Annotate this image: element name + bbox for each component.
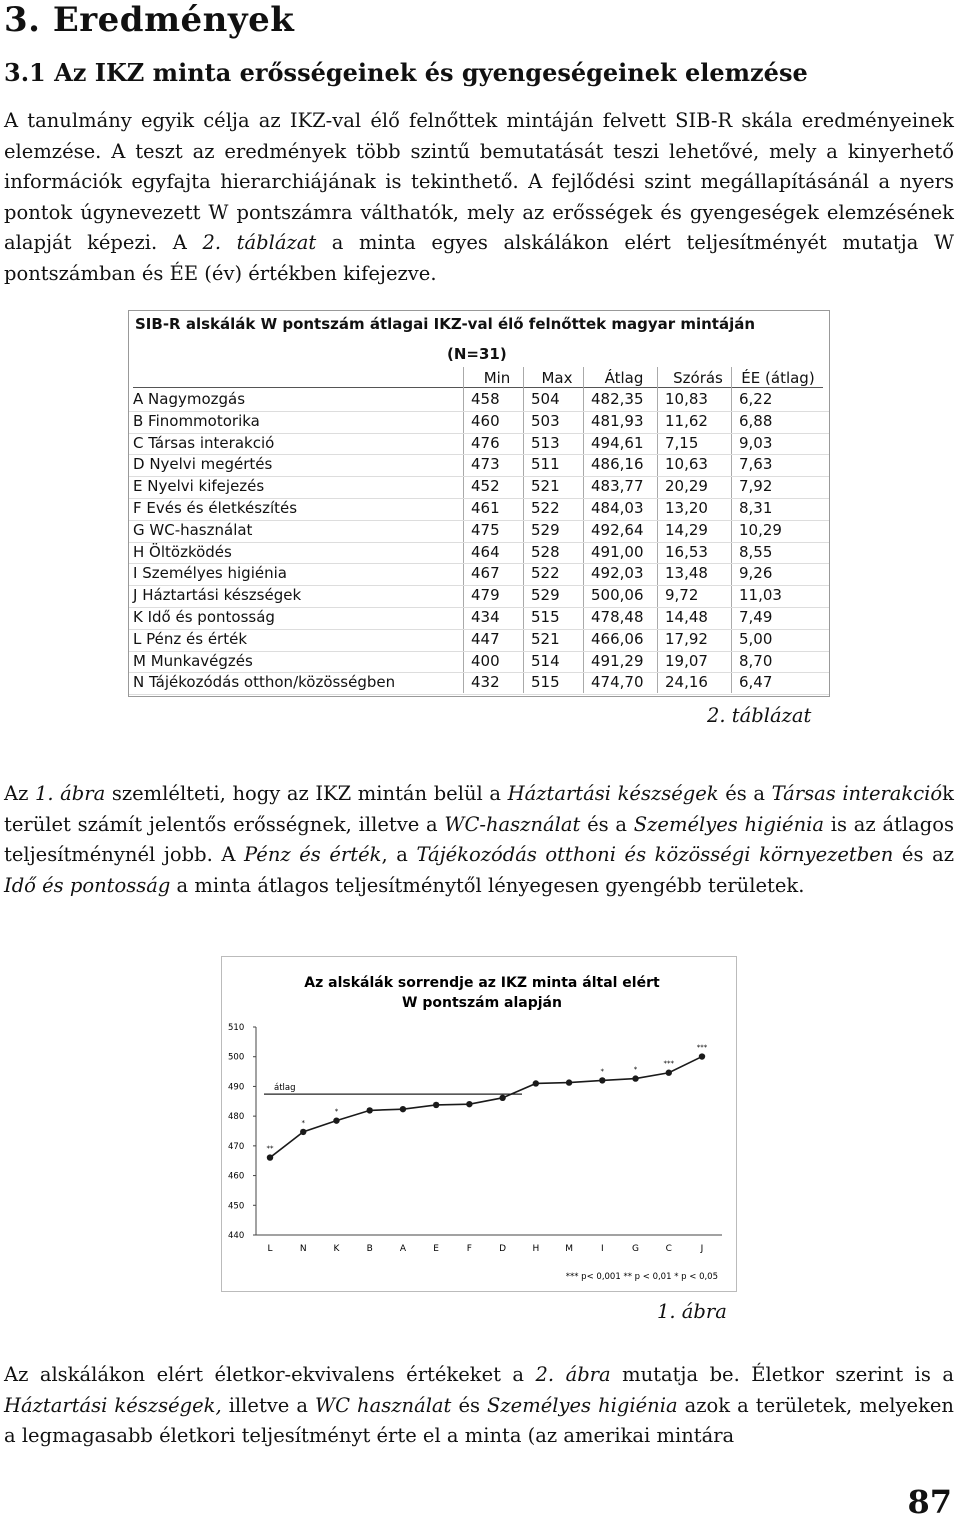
table-cell: 492,03 [591, 564, 644, 583]
y-tick-label: 490 [228, 1082, 245, 1093]
table-cell: 6,47 [739, 673, 773, 692]
table-cell: 10,83 [665, 390, 708, 408]
table-cell: 7,49 [739, 608, 773, 626]
table-cell: 475 [471, 520, 500, 539]
table-cell: 478,48 [591, 608, 644, 626]
table-cell: 464 [471, 542, 500, 561]
table-cell: 8,70 [739, 651, 773, 670]
table-cell: 14,48 [665, 608, 708, 626]
data-point [400, 1106, 406, 1112]
x-tick-label: K [333, 1244, 340, 1254]
table-cell: 515 [531, 608, 560, 626]
paragraph-age-equivalent: Az alskálákon elért életkor-ekvivalens értékeket a 2. ábra mutatja be. Életkor szerint is a Háztartási készségek, illetve a WC használat és Személyes higiénia azok a területek, melyeken a legmagasabb életkori teljesítményt érte el a minta (az amerikai mintára [4, 1363, 954, 1447]
table-cell: 10,29 [739, 520, 782, 539]
x-tick-label: G [632, 1244, 640, 1254]
table-cell: 514 [531, 651, 560, 670]
table-cell: 19,07 [665, 651, 708, 670]
significance-marker: * [334, 1107, 339, 1116]
column-header: Átlag [604, 369, 644, 387]
table-cell: 479 [471, 586, 500, 605]
table-cell: 521 [531, 477, 560, 496]
subsection-heading: 3.1 Az IKZ minta erősségeinek és gyengeségeinek elemzése [4, 58, 808, 87]
row-label: G WC-használat [133, 520, 253, 539]
table-cell: 484,03 [591, 499, 644, 517]
chart-footnote: *** p< 0,001 ** p < 0,01 * p < 0,05 [565, 1272, 718, 1282]
row-label: H Öltözködés [133, 542, 232, 561]
line-chart-figure [221, 956, 737, 1292]
table-cell: 491,29 [591, 651, 644, 670]
table-cell: 476 [471, 433, 500, 452]
table-cell: 447 [471, 629, 500, 648]
chart-title-line: W pontszám alapján [402, 995, 562, 1011]
row-label: M Munkavégzés [133, 651, 253, 670]
table-cell: 8,55 [739, 542, 773, 561]
table-cell: 460 [471, 411, 500, 430]
table-cell: 467 [471, 564, 500, 583]
table-cell: 11,03 [739, 586, 782, 605]
significance-marker: *** [696, 1043, 708, 1052]
x-tick-label: E [433, 1244, 439, 1254]
table-cell: 14,29 [665, 520, 708, 539]
data-point [699, 1053, 705, 1059]
table-cell: 9,03 [739, 433, 773, 452]
paragraph-intro: A tanulmány egyik célja az IKZ-val élő felnőttek mintáján felvett SIB-R skála eredményeinek elemzése. A teszt az eredmények több szintű bemutatását teszi lehetővé, mely a kinyerhető információk egyfajta hierarchiájának is tekinthető. A fejlődési szint megállapításánál a nyers pontok úgynevezett W pontszámra válthatók, mely az erősségek és gyengeségek elemzésének alapját képezi. A 2. táblázat a minta egyes alskálákon elért teljesítményét mutatja W pontszámban és ÉE (év) értékben kifejezve. [4, 109, 954, 285]
data-point [566, 1079, 572, 1085]
table-cell: 13,48 [665, 564, 708, 583]
row-label: B Finommotorika [133, 411, 260, 430]
row-label: E Nyelvi kifejezés [133, 477, 265, 496]
table-cell: 6,88 [739, 411, 773, 430]
row-label: A Nagymozgás [133, 390, 246, 408]
x-tick-label: A [399, 1244, 407, 1254]
data-point [267, 1154, 273, 1160]
table-cell: 481,93 [591, 411, 644, 430]
table-cell: 13,20 [665, 499, 708, 517]
table-cell: 491,00 [591, 542, 644, 561]
x-tick-label: J [700, 1244, 704, 1254]
table-cell: 494,61 [591, 433, 644, 452]
significance-marker: * [633, 1065, 638, 1074]
table-cell: 504 [531, 390, 560, 408]
table-cell: 482,35 [591, 390, 644, 408]
table-cell: 6,22 [739, 390, 773, 408]
table-title: SIB-R alskálák W pontszám átlagai IKZ-val élő felnőttek magyar mintáján [135, 315, 756, 333]
table-caption: 2. táblázat [707, 704, 812, 727]
x-tick-label: N [299, 1244, 307, 1254]
data-point [333, 1117, 339, 1123]
x-tick-label: C [665, 1244, 672, 1254]
paragraph-findings: Az 1. ábra szemlélteti, hogy az IKZ mintán belül a Háztartási készségek és a Társas interakciók terület számít jelentős erősségnek, illetve a WC-használat és a Személyes higiénia is az átlagos teljesítménynél jobb. A Pénz és érték, a Tájékozódás otthoni és közösségi környezetben és az Idő és pontosság a minta átlagos teljesítménytől lényegesen gyengébb területek. [4, 782, 955, 897]
row-label: F Evés és életkészítés [133, 499, 298, 517]
table-cell: 24,16 [665, 673, 708, 692]
table-cell: 521 [531, 629, 560, 648]
x-tick-label: M [565, 1244, 573, 1254]
table-cell: 20,29 [665, 477, 708, 496]
table-cell: 492,64 [591, 520, 644, 539]
table-cell: 400 [471, 651, 500, 670]
table-cell: 515 [531, 673, 560, 692]
column-header: ÉE (átlag) [741, 369, 815, 387]
column-header: Max [541, 369, 573, 387]
table-cell: 473 [471, 455, 500, 474]
table-cell: 8,31 [739, 499, 773, 517]
x-tick-label: D [499, 1244, 507, 1254]
data-point [499, 1095, 505, 1101]
row-label: D Nyelvi megértés [133, 455, 273, 474]
y-tick-label: 460 [228, 1171, 245, 1182]
table-cell: 9,26 [739, 564, 773, 583]
average-label: átlag [274, 1083, 296, 1094]
table-cell: 529 [531, 586, 560, 605]
table-cell: 500,06 [591, 586, 644, 605]
table-cell: 7,15 [665, 433, 699, 452]
table-cell: 10,63 [665, 455, 708, 474]
table-cell: 529 [531, 520, 560, 539]
x-tick-label: L [267, 1244, 273, 1254]
table-cell: 474,70 [591, 673, 644, 692]
significance-marker: *** [663, 1059, 675, 1068]
table-cell: 466,06 [591, 629, 644, 648]
table-cell: 461 [471, 499, 500, 517]
y-tick-label: 500 [228, 1052, 245, 1063]
data-point [533, 1080, 539, 1086]
significance-marker: * [600, 1067, 605, 1076]
table-cell: 432 [471, 673, 500, 692]
data-point [632, 1075, 638, 1081]
table-cell: 16,53 [665, 542, 708, 561]
results-table [128, 310, 830, 697]
data-point [433, 1102, 439, 1108]
y-tick-label: 480 [228, 1112, 245, 1123]
y-tick-label: 450 [228, 1201, 245, 1212]
data-point [366, 1107, 372, 1113]
x-tick-label: B [366, 1244, 373, 1254]
table-cell: 5,00 [739, 629, 773, 648]
y-tick-label: 510 [228, 1023, 245, 1033]
row-label: J Háztartási készségek [133, 586, 302, 605]
row-label: K Idő és pontosság [133, 608, 275, 626]
x-tick-label: F [466, 1244, 472, 1254]
y-tick-label: 440 [228, 1231, 245, 1241]
data-point [666, 1070, 672, 1076]
table-cell: 528 [531, 542, 560, 561]
significance-marker: ** [266, 1144, 274, 1153]
table-cell: 9,72 [665, 586, 699, 605]
figure-caption: 1. ábra [657, 1300, 727, 1323]
table-cell: 486,16 [591, 455, 644, 474]
table-cell: 7,63 [739, 455, 773, 474]
table-cell: 458 [471, 390, 500, 408]
table-cell: 503 [531, 411, 560, 430]
data-point [599, 1077, 605, 1083]
x-tick-label: I [600, 1244, 604, 1254]
table-cell: 11,62 [665, 411, 708, 430]
table-cell: 452 [471, 477, 500, 496]
table-cell: 513 [531, 433, 560, 452]
x-tick-label: H [532, 1244, 540, 1254]
table-cell: 7,92 [739, 477, 773, 496]
data-point [466, 1101, 472, 1107]
chart-title-line: Az alskálák sorrendje az IKZ minta által elért [304, 975, 660, 991]
table-cell: 17,92 [665, 629, 708, 648]
row-label: C Társas interakció [133, 433, 275, 452]
line-chart [222, 957, 736, 1291]
table-cell: 522 [531, 499, 560, 517]
row-label: L Pénz és érték [133, 629, 248, 648]
row-label: N Tájékozódás otthon/közösségben [133, 673, 396, 692]
page-number: 87 [907, 1483, 952, 1521]
table-cell: 511 [531, 455, 560, 474]
table-sample-size: (N=31) [447, 345, 507, 363]
significance-marker: * [301, 1118, 305, 1127]
y-tick-label: 470 [228, 1141, 245, 1152]
column-header: Min [483, 369, 511, 387]
table-cell: 522 [531, 564, 560, 583]
column-header: Szórás [673, 369, 723, 387]
section-heading: 3. Eredmények [4, 0, 295, 40]
table-cell: 434 [471, 608, 500, 626]
row-label: I Személyes higiénia [133, 564, 287, 583]
table-cell: 483,77 [591, 477, 644, 496]
data-point [300, 1129, 306, 1135]
